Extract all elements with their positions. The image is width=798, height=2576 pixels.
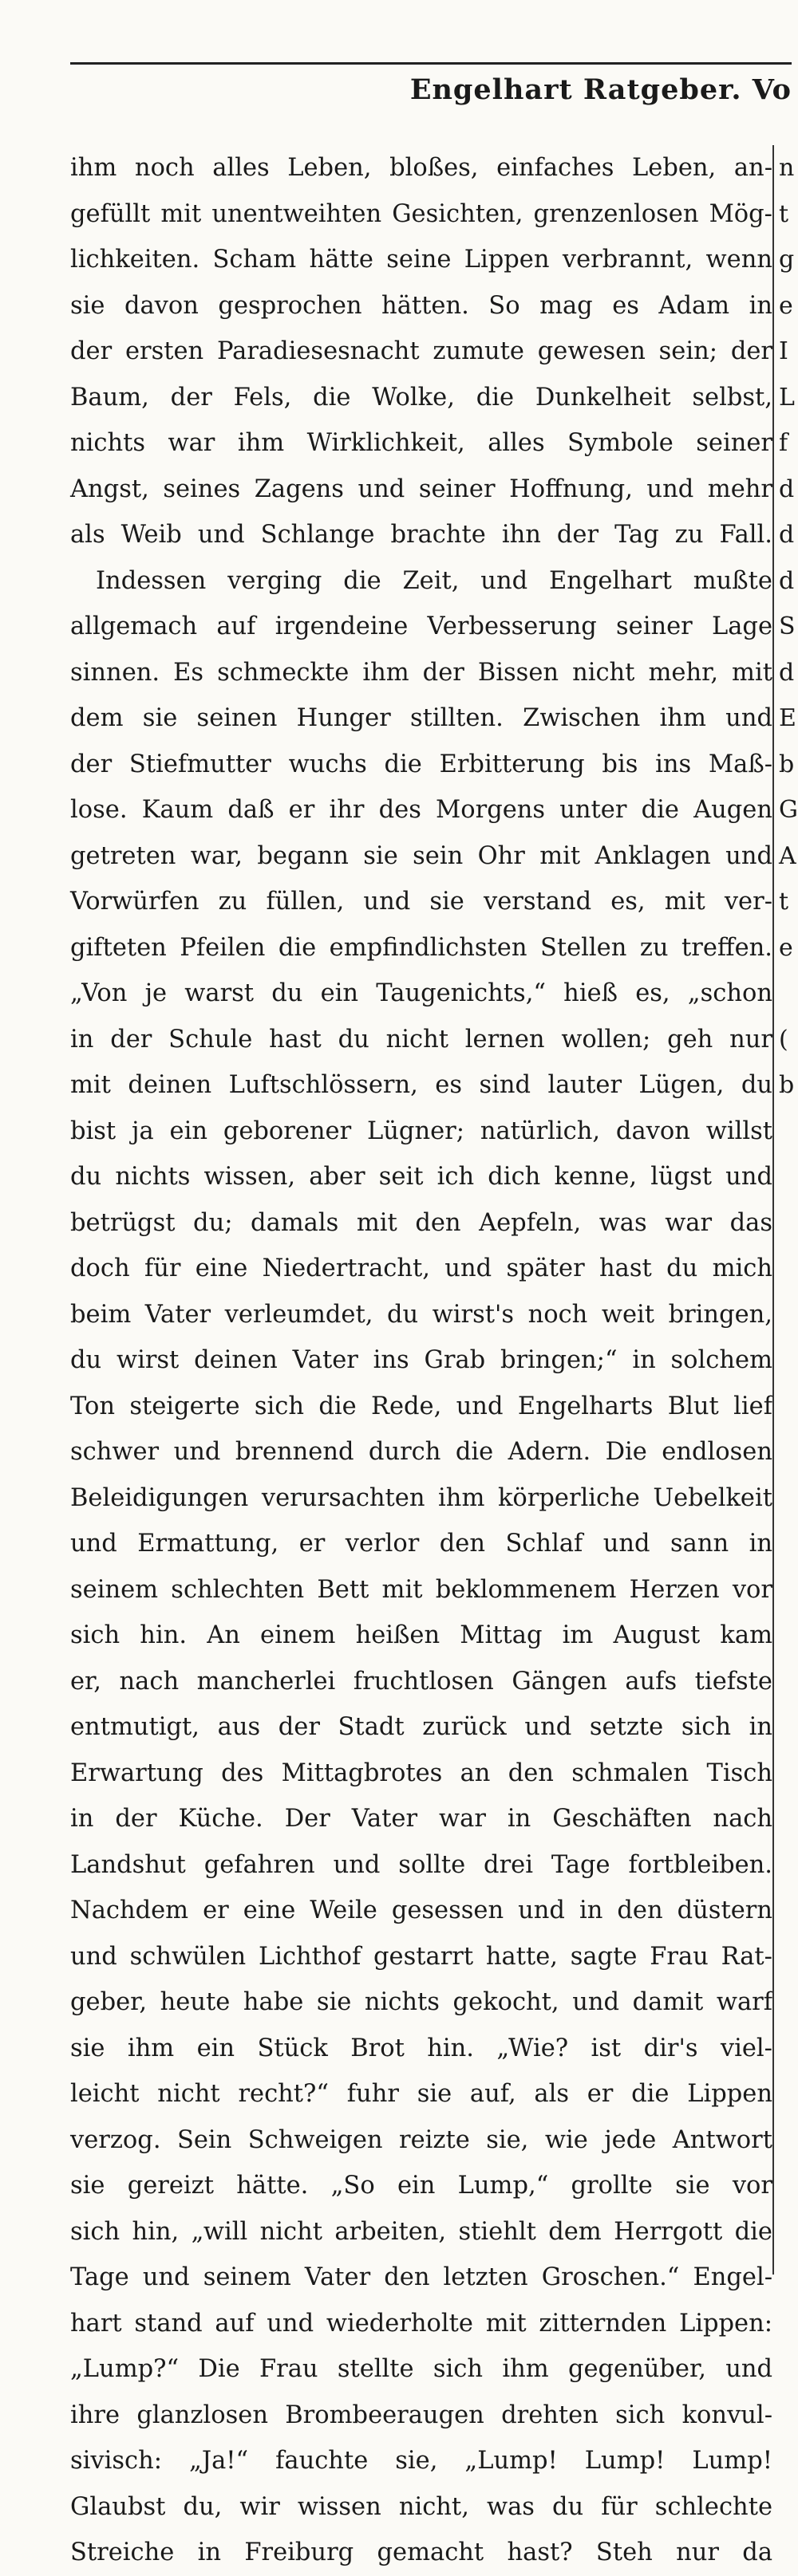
side-fragment: d	[779, 566, 795, 595]
text-line: getreten war, begann sie sein Ohr mit Anklagen und	[70, 841, 772, 870]
text-line: verzog. Sein Schweigen reizte sie, wie jede Antwort	[70, 2125, 772, 2154]
text-line: lose. Kaum daß er ihr des Morgens unter die Augen	[70, 796, 772, 824]
text-line: du nichts wissen, aber seit ich dich kenne, lügst und	[70, 1163, 772, 1191]
text-line: sie davon gesprochen hätten. So mag es Adam in	[70, 291, 772, 320]
text-line: seinem schlechten Bett mit beklommenem Herzen vor	[70, 1575, 772, 1604]
text-line: und Ermattung, er verlor den Schlaf und sann in	[70, 1530, 772, 1558]
text-line: ihre glanzlosen Brombeeraugen drehten sich konvul-	[70, 2401, 772, 2429]
column-divider	[772, 145, 774, 2275]
side-fragment: S	[779, 612, 796, 640]
text-line: als Weib und Schlange brachte ihn der Tag zu Fall.	[70, 521, 772, 549]
text-line: hart stand auf und wiederholte mit zitternden Lippen:	[70, 2309, 772, 2338]
text-line: gefüllt mit unentweihten Gesichten, grenzenlosen Mög-	[70, 199, 772, 228]
text-line: du wirst deinen Vater ins Grab bringen;“ in solchem	[70, 1346, 772, 1374]
side-fragment: d	[779, 658, 795, 687]
text-line: Angst, seines Zagens und seiner Hoffnung, und mehr	[70, 475, 772, 503]
side-fragment: t	[779, 888, 789, 916]
text-line: doch für eine Niedertracht, und später hast du mich	[70, 1255, 772, 1282]
running-head: Engelhart Ratgeber. Vo	[409, 73, 792, 106]
text-line: Beleidigungen verursachten ihm körperliche Uebelkeit	[70, 1483, 772, 1512]
header-rule	[70, 62, 792, 65]
text-line: Erwartung des Mittagbrotes an den schmalen Tisch	[70, 1759, 772, 1787]
text-line: sich hin. An einem heißen Mittag im August kam	[70, 1621, 772, 1649]
text-line: sivisch: „Ja!“ fauchte sie, „Lump! Lump! Lump!	[70, 2447, 772, 2475]
text-line: geber, heute habe sie nichts gekocht, und damit warf	[70, 1988, 772, 2016]
text-line: Glaubst du, wir wissen nicht, was du für schlechte	[70, 2492, 772, 2521]
text-line: dem sie seinen Hunger stillten. Zwischen ihm und	[70, 704, 772, 732]
text-line: allgemach auf irgendeine Verbesserung seiner Lage	[70, 612, 772, 640]
text-line: schwer und brennend durch die Adern. Die endlosen	[70, 1438, 772, 1466]
side-fragment	[779, 971, 792, 1017]
text-line: in der Küche. Der Vater war in Geschäften nach	[70, 1805, 772, 1833]
side-fragment: d	[779, 521, 795, 549]
text-line: Streiche in Freiburg gemacht hast? Steh nur da	[70, 2539, 772, 2566]
text-line: in der Schule hast du nicht lernen wollen; geh nur	[70, 1025, 772, 1054]
text-line: sie gereizt hätte. „So ein Lump,“ grollte sie vor	[70, 2172, 772, 2200]
side-fragment: d	[779, 475, 795, 503]
text-line: nichts war ihm Wirklichkeit, alles Symbole seiner	[70, 429, 772, 457]
side-fragment: (	[779, 1025, 788, 1054]
text-line: bist ja ein geborener Lügner; natürlich, davon willst	[70, 1117, 772, 1145]
side-fragment: I	[779, 337, 788, 365]
side-fragment: E	[779, 704, 796, 732]
text-line: Tage und seinem Vater den letzten Groschen.“ Engel-	[70, 2263, 772, 2291]
text-line: leicht nicht recht?“ fuhr sie auf, als er die Lippen	[70, 2080, 772, 2108]
text-line: beim Vater verleumdet, du wirst's noch weit bringen,	[70, 1300, 772, 1329]
side-fragment: b	[779, 1071, 795, 1099]
text-line: er, nach mancherlei fruchtlosen Gängen aufs tiefste	[70, 1667, 772, 1696]
text-line: und schwülen Lichthof gestarrt hatte, sagte Frau Rat-	[70, 1942, 772, 1971]
text-column	[70, 145, 772, 2576]
side-fragment: n	[779, 154, 795, 182]
text-line: der ersten Paradiesesnacht zumute gewesen sein; der	[70, 337, 772, 365]
text-line: sie ihm ein Stück Brot hin. „Wie? ist dir's viel-	[70, 2034, 772, 2062]
text-line: ihm noch alles Leben, bloßes, einfaches Leben, an-	[70, 154, 772, 182]
side-fragment: b	[779, 750, 795, 778]
side-fragment: g	[779, 246, 795, 274]
text-line: sinnen. Es schmeckte ihm der Bissen nicht mehr, mit	[70, 658, 772, 687]
text-line: Baum, der Fels, die Wolke, die Dunkelheit selbst,	[70, 383, 772, 412]
side-fragment: G	[779, 796, 798, 824]
side-fragment: L	[779, 383, 795, 412]
text-line: Vorwürfen zu füllen, und sie verstand es, mit ver-	[70, 888, 772, 916]
text-line: gifteten Pfeilen die empfindlichsten Stellen zu treffen.	[70, 933, 772, 962]
text-line: sich hin, „will nicht arbeiten, stiehlt dem Herrgott die	[70, 2217, 772, 2246]
text-line: „Lump?“ Die Frau stellte sich ihm gegenüber, und	[70, 2355, 772, 2383]
text-line: Landshut gefahren und sollte drei Tage fortbleiben.	[70, 1850, 772, 1879]
text-line: „Von je warst du ein Taugenichts,“ hieß es, „schon	[70, 979, 772, 1007]
text-line: Ton steigerte sich die Rede, und Engelharts Blut lief	[70, 1392, 772, 1420]
side-fragment: e	[779, 291, 793, 320]
text-line: lichkeiten. Scham hätte seine Lippen verbrannt, wenn	[70, 246, 772, 274]
side-fragment: A	[779, 841, 796, 870]
text-line: der Stiefmutter wuchs die Erbitterung bis ins Maß-	[70, 750, 772, 778]
text-line: entmutigt, aus der Stadt zurück und setzte sich in	[70, 1713, 772, 1741]
side-fragment: t	[779, 199, 789, 228]
text-line: Nachdem er eine Weile gesessen und in den düstern	[70, 1897, 772, 1924]
side-fragment: f	[779, 429, 788, 457]
adjacent-column-fragments	[779, 145, 798, 1109]
side-fragment: e	[779, 933, 793, 962]
text-line: betrügst du; damals mit den Aepfeln, was war das	[70, 1208, 772, 1237]
text-line: Indessen verging die Zeit, und Engelhart mußte	[96, 566, 772, 595]
text-line: mit deinen Luftschlössern, es sind lauter Lügen, du	[70, 1071, 772, 1099]
